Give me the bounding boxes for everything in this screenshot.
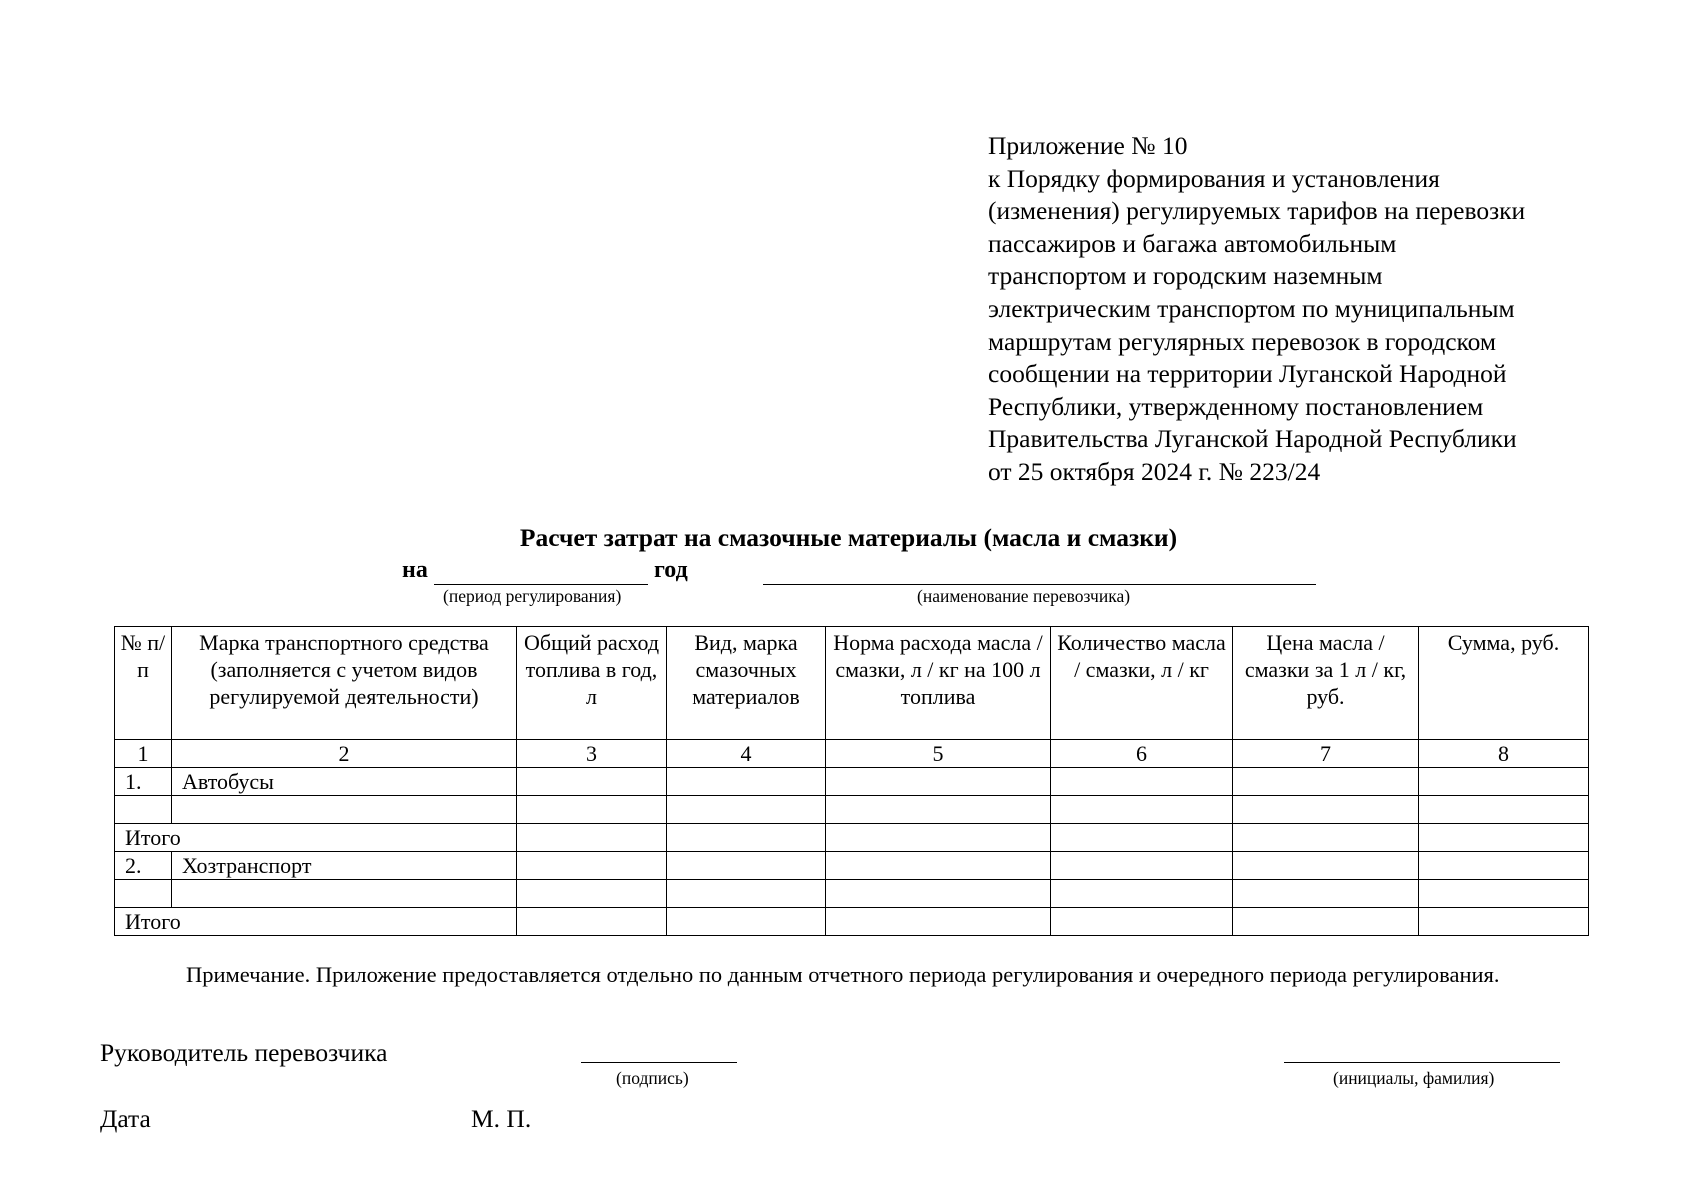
- stamp-label: М. П.: [471, 1104, 532, 1133]
- period-blank-line: [434, 584, 648, 585]
- row-number: 2.: [115, 852, 172, 880]
- column-header: Общий расход топлива в год, л: [517, 627, 667, 740]
- lubricants-cost-table: [114, 626, 1589, 936]
- column-number: 5: [826, 740, 1051, 768]
- table-cell[interactable]: [1233, 796, 1419, 824]
- column-number-row: [115, 740, 1589, 768]
- appendix-line: сообщении на территории Луганской Народной: [988, 359, 1507, 389]
- signature-caption: (подпись): [616, 1068, 689, 1088]
- table-cell[interactable]: [667, 852, 826, 880]
- row-label: Хозтранспорт: [172, 852, 517, 880]
- column-header: № п/п: [115, 627, 172, 740]
- table-cell[interactable]: [667, 908, 826, 936]
- table-cell[interactable]: [1419, 796, 1589, 824]
- table-cell[interactable]: [1233, 908, 1419, 936]
- table-cell[interactable]: [1233, 768, 1419, 796]
- table-cell[interactable]: [1051, 880, 1233, 908]
- name-caption: (инициалы, фамилия): [1333, 1068, 1495, 1088]
- appendix-line: Правительства Луганской Народной Республики: [988, 424, 1517, 454]
- table-row-service-vehicles: [115, 852, 1589, 880]
- table-cell[interactable]: [1051, 852, 1233, 880]
- table-cell[interactable]: [115, 880, 172, 908]
- carrier-blank-line: [763, 584, 1316, 585]
- table-cell[interactable]: [1051, 908, 1233, 936]
- period-suffix: год: [654, 557, 688, 583]
- table-cell[interactable]: [517, 768, 667, 796]
- row-label: Автобусы: [172, 768, 517, 796]
- appendix-line: пассажиров и багажа автомобильным: [988, 228, 1397, 258]
- appendix-line: (изменения) регулируемых тарифов на перевозки: [988, 196, 1526, 226]
- period-caption: (период регулирования): [443, 586, 622, 606]
- appendix-line: транспортом и городским наземным: [988, 261, 1383, 291]
- appendix-header: [988, 130, 1628, 489]
- row-number: 1.: [115, 768, 172, 796]
- table-cell[interactable]: [1419, 824, 1589, 852]
- appendix-line: маршрутам регулярных перевозок в городском: [988, 326, 1497, 356]
- column-header: Цена масла / смазки за 1 л / кг, руб.: [1233, 627, 1419, 740]
- table-cell[interactable]: [517, 824, 667, 852]
- column-number: 2: [172, 740, 517, 768]
- table-cell[interactable]: [826, 796, 1051, 824]
- total-label: Итого: [115, 824, 517, 852]
- column-header: Норма расхода масла / смазки, л / кг на 100 л топлива: [826, 627, 1051, 740]
- column-header: Вид, марка смазочных материалов: [667, 627, 826, 740]
- table-cell[interactable]: [826, 852, 1051, 880]
- column-number: 8: [1419, 740, 1589, 768]
- table-cell[interactable]: [172, 880, 517, 908]
- appendix-line: электрическим транспортом по муниципальным: [988, 293, 1515, 323]
- appendix-line: Приложение № 10: [988, 131, 1188, 160]
- table-cell[interactable]: [1233, 852, 1419, 880]
- column-header: Количество масла / смазки, л / кг: [1051, 627, 1233, 740]
- table-header-row: [115, 627, 1589, 740]
- carrier-caption: (наименование перевозчика): [917, 586, 1131, 606]
- table-cell[interactable]: [1051, 768, 1233, 796]
- column-number: 4: [667, 740, 826, 768]
- table-cell[interactable]: [1051, 796, 1233, 824]
- signer-role: Руководитель перевозчика: [100, 1038, 388, 1067]
- table-row-blank: [115, 796, 1589, 824]
- name-blank-line: [1284, 1062, 1560, 1063]
- table-cell[interactable]: [1419, 908, 1589, 936]
- table-cell[interactable]: [667, 824, 826, 852]
- table-row-total: [115, 824, 1589, 852]
- table-cell[interactable]: [826, 768, 1051, 796]
- appendix-line: к Порядку формирования и установления: [988, 163, 1440, 193]
- appendix-line: Республики, утвержденному постановлением: [988, 391, 1484, 421]
- column-number: 1: [115, 740, 172, 768]
- table-cell[interactable]: [115, 796, 172, 824]
- table-cell[interactable]: [172, 796, 517, 824]
- column-number: 3: [517, 740, 667, 768]
- period-prefix: на: [402, 557, 428, 583]
- table-cell[interactable]: [1051, 824, 1233, 852]
- table-cell[interactable]: [1233, 824, 1419, 852]
- table-row-buses: [115, 768, 1589, 796]
- table-cell[interactable]: [1419, 768, 1589, 796]
- date-label: Дата: [100, 1104, 151, 1133]
- table-cell[interactable]: [667, 880, 826, 908]
- appendix-line: от 25 октября 2024 г. № 223/24: [988, 456, 1321, 486]
- table-row-total: [115, 908, 1589, 936]
- document-title: Расчет затрат на смазочные материалы (масла и смазки): [519, 523, 1178, 552]
- table-cell[interactable]: [667, 768, 826, 796]
- table-cell[interactable]: [517, 908, 667, 936]
- table-cell[interactable]: [517, 880, 667, 908]
- column-header: Сумма, руб.: [1419, 627, 1589, 740]
- table-cell[interactable]: [1419, 880, 1589, 908]
- column-number: 6: [1051, 740, 1233, 768]
- note-paragraph: Примечание. Приложение предоставляется отдельно по данным отчетного периода регулирования и очередного периода регулирования.: [186, 962, 1500, 987]
- table-cell[interactable]: [667, 796, 826, 824]
- table-cell[interactable]: [517, 796, 667, 824]
- table-row-blank: [115, 880, 1589, 908]
- column-header: Марка транспортного средства (заполняется с учетом видов регулируемой деятельности): [172, 627, 517, 740]
- total-label: Итого: [115, 908, 517, 936]
- table-cell[interactable]: [517, 852, 667, 880]
- table-cell[interactable]: [826, 824, 1051, 852]
- table-cell[interactable]: [1419, 852, 1589, 880]
- column-number: 7: [1233, 740, 1419, 768]
- table-cell[interactable]: [1233, 880, 1419, 908]
- table-cell[interactable]: [826, 880, 1051, 908]
- signature-blank-line: [581, 1062, 737, 1063]
- table-cell[interactable]: [826, 908, 1051, 936]
